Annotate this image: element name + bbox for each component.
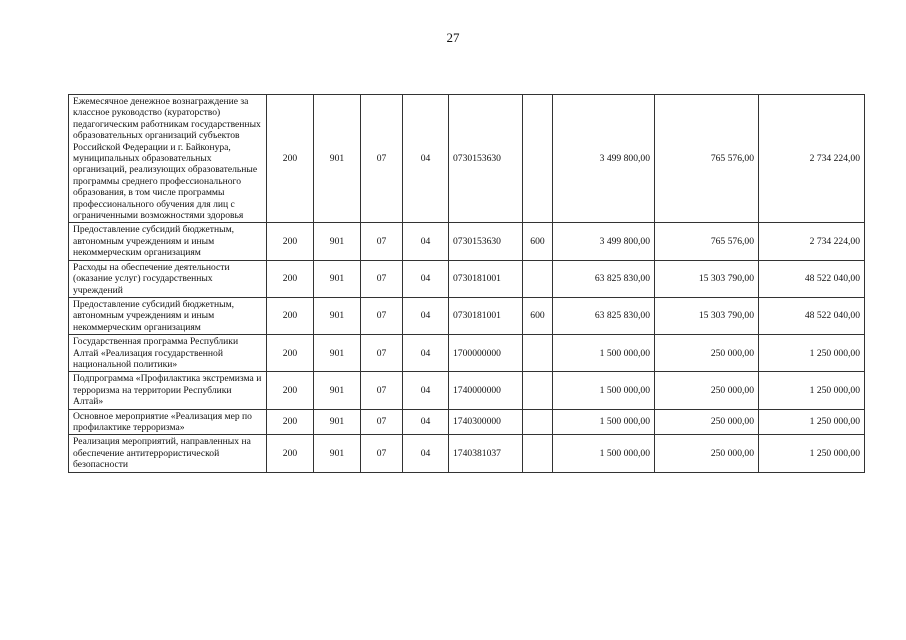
page-number: 27 bbox=[446, 30, 460, 45]
section-code-cell: 07 bbox=[361, 260, 403, 297]
expense-type-cell: 600 bbox=[523, 223, 553, 260]
section-code-cell: 07 bbox=[361, 297, 403, 334]
row-name-cell: Предоставление субсидий бюджетным, автономным учреждениям и иным некоммерческим организациям bbox=[69, 223, 267, 260]
subsection-code-cell: 04 bbox=[403, 409, 449, 435]
row-name-cell: Реализация мероприятий, направленных на обеспечение антитеррористической безопасности bbox=[69, 435, 267, 472]
total-amount-cell: 63 825 830,00 bbox=[553, 297, 655, 334]
target-article-cell: 0730153630 bbox=[449, 95, 523, 223]
admin-code-cell: 200 bbox=[267, 223, 314, 260]
federal-amount-cell: 765 576,00 bbox=[655, 223, 759, 260]
total-amount-cell: 1 500 000,00 bbox=[553, 409, 655, 435]
target-article-cell: 1740300000 bbox=[449, 409, 523, 435]
budget-table bbox=[68, 94, 865, 473]
regional-amount-cell: 48 522 040,00 bbox=[759, 260, 865, 297]
table-row bbox=[69, 335, 865, 372]
subsection-code-cell: 04 bbox=[403, 372, 449, 409]
admin-code-cell: 200 bbox=[267, 95, 314, 223]
admin-code-cell: 200 bbox=[267, 409, 314, 435]
section-code-cell: 07 bbox=[361, 435, 403, 472]
admin-code-cell: 200 bbox=[267, 297, 314, 334]
regional-amount-cell: 1 250 000,00 bbox=[759, 409, 865, 435]
target-article-cell: 0730153630 bbox=[449, 223, 523, 260]
expense-type-cell: 600 bbox=[523, 297, 553, 334]
subsection-code-cell: 04 bbox=[403, 335, 449, 372]
target-article-cell: 1740381037 bbox=[449, 435, 523, 472]
row-name-cell: Государственная программа Республики Алтай «Реализация государственной национальной политики» bbox=[69, 335, 267, 372]
ministry-code-cell: 901 bbox=[314, 435, 361, 472]
total-amount-cell: 3 499 800,00 bbox=[553, 95, 655, 223]
table-row bbox=[69, 223, 865, 260]
table-row bbox=[69, 95, 865, 223]
federal-amount-cell: 250 000,00 bbox=[655, 409, 759, 435]
row-name-cell: Подпрограмма «Профилактика экстремизма и терроризма на территории Республики Алтай» bbox=[69, 372, 267, 409]
total-amount-cell: 63 825 830,00 bbox=[553, 260, 655, 297]
table-row bbox=[69, 435, 865, 472]
ministry-code-cell: 901 bbox=[314, 297, 361, 334]
regional-amount-cell: 1 250 000,00 bbox=[759, 372, 865, 409]
ministry-code-cell: 901 bbox=[314, 372, 361, 409]
admin-code-cell: 200 bbox=[267, 435, 314, 472]
row-name-cell: Расходы на обеспечение деятельности (оказание услуг) государственных учреждений bbox=[69, 260, 267, 297]
section-code-cell: 07 bbox=[361, 372, 403, 409]
expense-type-cell bbox=[523, 435, 553, 472]
expense-type-cell bbox=[523, 260, 553, 297]
section-code-cell: 07 bbox=[361, 223, 403, 260]
regional-amount-cell: 1 250 000,00 bbox=[759, 435, 865, 472]
ministry-code-cell: 901 bbox=[314, 95, 361, 223]
federal-amount-cell: 765 576,00 bbox=[655, 95, 759, 223]
table-row bbox=[69, 297, 865, 334]
table-row bbox=[69, 409, 865, 435]
regional-amount-cell: 48 522 040,00 bbox=[759, 297, 865, 334]
ministry-code-cell: 901 bbox=[314, 223, 361, 260]
regional-amount-cell: 2 734 224,00 bbox=[759, 223, 865, 260]
ministry-code-cell: 901 bbox=[314, 260, 361, 297]
target-article-cell: 0730181001 bbox=[449, 297, 523, 334]
subsection-code-cell: 04 bbox=[403, 435, 449, 472]
target-article-cell: 1700000000 bbox=[449, 335, 523, 372]
regional-amount-cell: 1 250 000,00 bbox=[759, 335, 865, 372]
target-article-cell: 1740000000 bbox=[449, 372, 523, 409]
section-code-cell: 07 bbox=[361, 95, 403, 223]
federal-amount-cell: 250 000,00 bbox=[655, 372, 759, 409]
federal-amount-cell: 15 303 790,00 bbox=[655, 260, 759, 297]
table-row bbox=[69, 372, 865, 409]
federal-amount-cell: 250 000,00 bbox=[655, 435, 759, 472]
table-row bbox=[69, 260, 865, 297]
expense-type-cell bbox=[523, 95, 553, 223]
federal-amount-cell: 250 000,00 bbox=[655, 335, 759, 372]
ministry-code-cell: 901 bbox=[314, 409, 361, 435]
section-code-cell: 07 bbox=[361, 335, 403, 372]
federal-amount-cell: 15 303 790,00 bbox=[655, 297, 759, 334]
regional-amount-cell: 2 734 224,00 bbox=[759, 95, 865, 223]
expense-type-cell bbox=[523, 335, 553, 372]
admin-code-cell: 200 bbox=[267, 335, 314, 372]
admin-code-cell: 200 bbox=[267, 372, 314, 409]
subsection-code-cell: 04 bbox=[403, 260, 449, 297]
expense-type-cell bbox=[523, 409, 553, 435]
row-name-cell: Предоставление субсидий бюджетным, автономным учреждениям и иным некоммерческим организациям bbox=[69, 297, 267, 334]
total-amount-cell: 1 500 000,00 bbox=[553, 372, 655, 409]
total-amount-cell: 1 500 000,00 bbox=[553, 335, 655, 372]
subsection-code-cell: 04 bbox=[403, 223, 449, 260]
total-amount-cell: 3 499 800,00 bbox=[553, 223, 655, 260]
admin-code-cell: 200 bbox=[267, 260, 314, 297]
section-code-cell: 07 bbox=[361, 409, 403, 435]
subsection-code-cell: 04 bbox=[403, 95, 449, 223]
expense-type-cell bbox=[523, 372, 553, 409]
ministry-code-cell: 901 bbox=[314, 335, 361, 372]
target-article-cell: 0730181001 bbox=[449, 260, 523, 297]
row-name-cell: Ежемесячное денежное вознаграждение за классное руководство (кураторство) педагогическим работникам государственных образовательных организаций субъектов Российской Федерации и г. Байконура, муниципальных образовательных организаций, реализующих образовательные программы среднего профессионального образования, в том числе программы профессионального обучения для лиц с ограниченными возможностями здоровья bbox=[69, 95, 267, 223]
row-name-cell: Основное мероприятие «Реализация мер по профилактике терроризма» bbox=[69, 409, 267, 435]
subsection-code-cell: 04 bbox=[403, 297, 449, 334]
total-amount-cell: 1 500 000,00 bbox=[553, 435, 655, 472]
